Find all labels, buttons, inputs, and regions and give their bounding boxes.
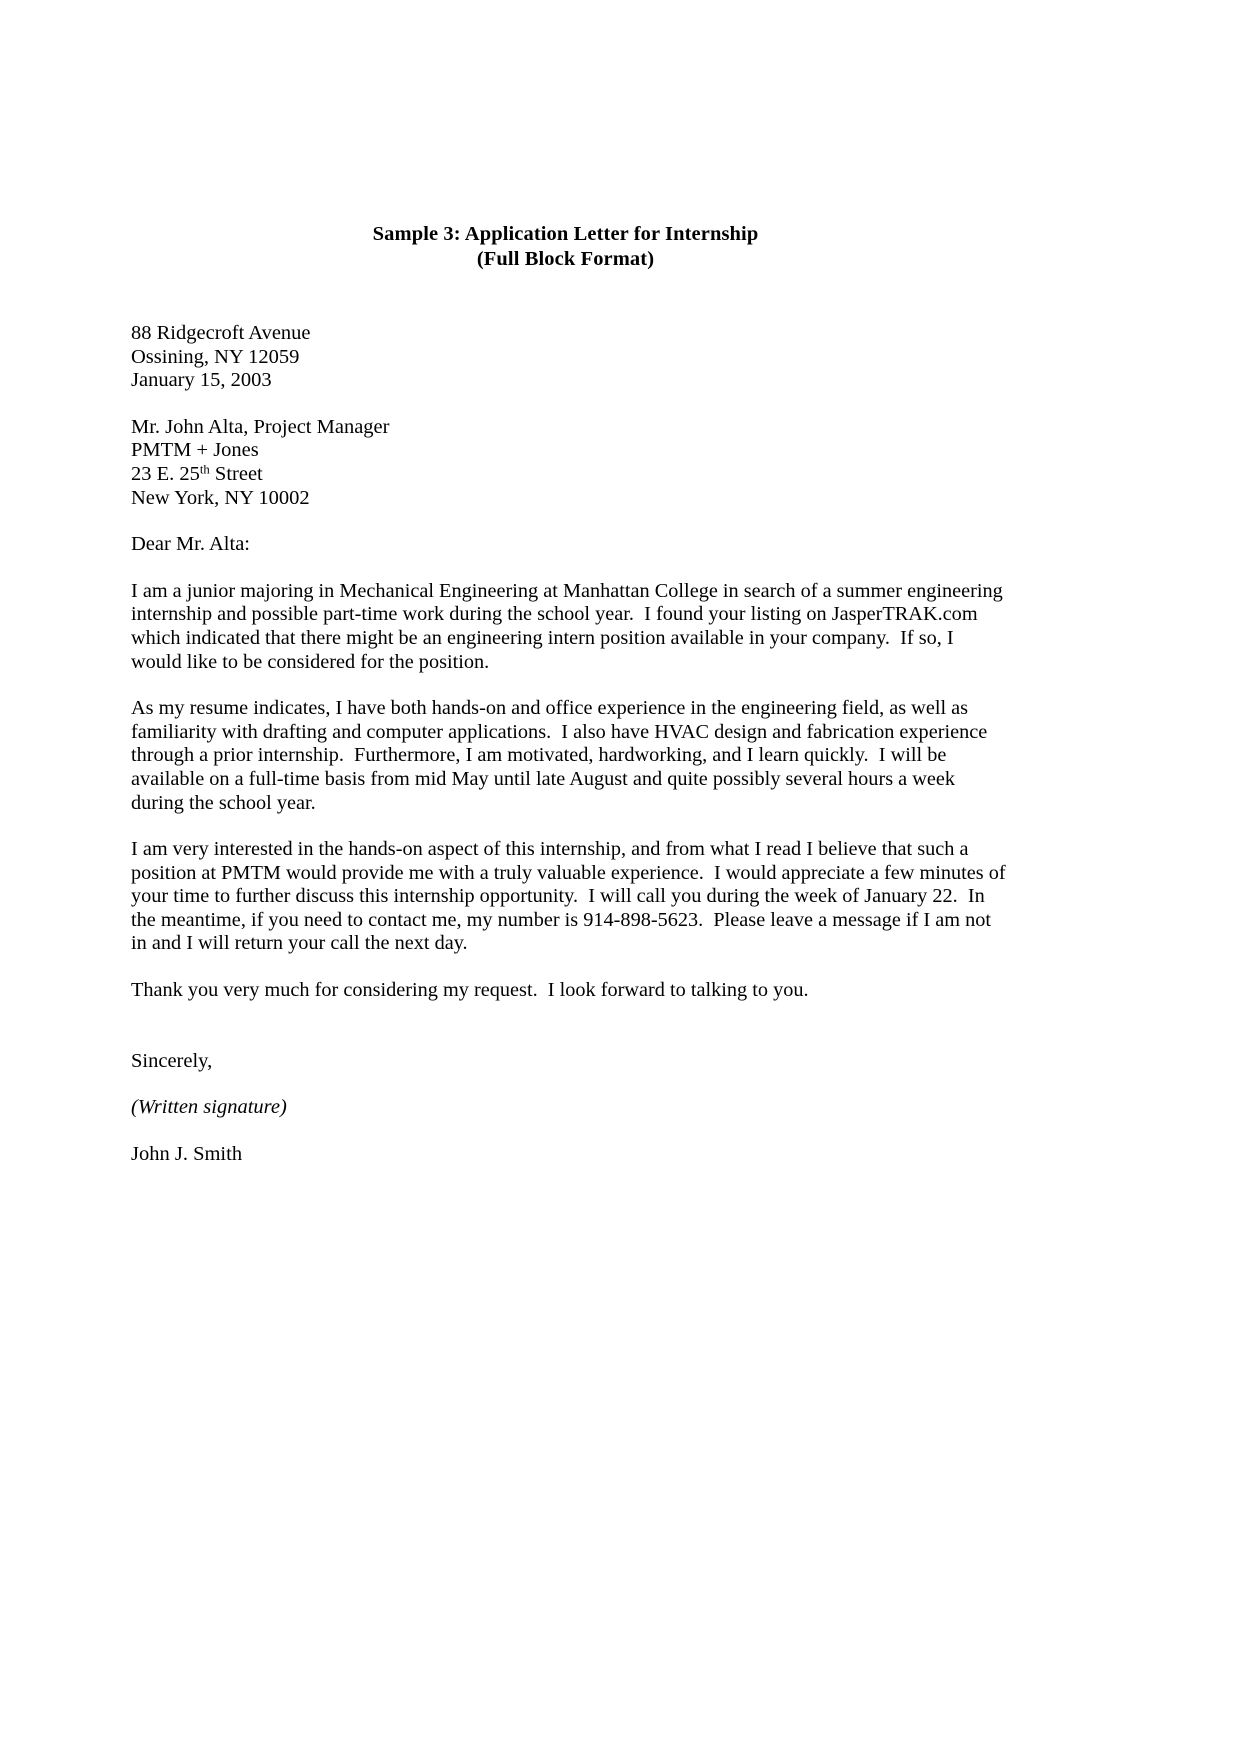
- return-address-city-state-zip: Ossining, NY 12059: [131, 345, 300, 368]
- body-paragraph-1: I am a junior majoring in Mechanical Engineering at Manhattan College in search of a summer engineering internship and possible part-time work during the school year. I found your listing on JasperTRAK.com which indicated that there might be an engineering intern position available in your company. If so, I would like to be considered for the position.: [131, 579, 1008, 673]
- document-title: [131, 222, 1006, 272]
- street-suffix: Street: [209, 462, 263, 485]
- title-line-1: Sample 3: Application Letter for Internship: [372, 223, 759, 245]
- return-address-street: 88 Ridgecroft Avenue: [131, 322, 311, 344]
- return-address-block: [131, 322, 1006, 393]
- body-paragraph-3: I am very interested in the hands-on aspect of this internship, and from what I read I believe that such a position at PMTM would provide me with a truly valuable experience. I would appreciate a few minutes of your time to further discuss this internship opportunity. I will call you during the week of January 22. In the meantime, if you need to contact me, my number is 914-898-5623. Please leave a message if I am not in and I will return your call the next day.: [131, 838, 1011, 955]
- written-signature-note: (Written signature): [131, 1096, 287, 1119]
- body-spacer-1: [131, 557, 1006, 580]
- body-spacer-3: [131, 815, 1006, 838]
- body-spacer-2: [131, 674, 1006, 697]
- salutation: [131, 533, 1006, 557]
- street-number: 23 E. 25: [131, 462, 200, 485]
- sender-name: John J. Smith: [131, 1142, 243, 1165]
- signature-spacer-2: [131, 1120, 1006, 1143]
- inside-address-block: [131, 416, 1006, 510]
- body-paragraph-2: As my resume indicates, I have both hands-on and office experience in the engineering field, as well as familiarity with drafting and computer applications. I also have HVAC design and fabrication experience through a prior internship. Furthermore, I am motivated, hardworking, and I learn quickly. I will be available on a full-time basis from mid May until late August and quite possibly several hours a week during the school year.: [131, 697, 993, 814]
- letter-date: January 15, 2003: [131, 369, 272, 392]
- title-line-2: (Full Block Format): [476, 248, 655, 270]
- street-ordinal-suffix: th: [199, 462, 210, 477]
- title-spacer: [131, 272, 1006, 322]
- closing-block: [131, 1050, 1006, 1074]
- signature-spacer-1: [131, 1073, 1006, 1096]
- closing-salutation: Sincerely,: [131, 1049, 213, 1072]
- salutation-line: Dear Mr. Alta:: [131, 533, 250, 556]
- recipient-city-state-zip: New York, NY 10002: [131, 486, 310, 509]
- address-spacer: [131, 393, 1006, 416]
- recipient-street: [131, 463, 1006, 487]
- recipient-company: PMTM + Jones: [131, 439, 259, 462]
- body-spacer-4: [131, 956, 1006, 979]
- sender-name-block: [131, 1143, 1006, 1167]
- recipient-name-title: Mr. John Alta, Project Manager: [131, 415, 390, 438]
- closing-spacer: [131, 1003, 1006, 1050]
- signature-placeholder-block: [131, 1096, 1006, 1120]
- letter-content: [131, 222, 1011, 1166]
- body-paragraph-4: Thank you very much for considering my request. I look forward to talking to you.: [131, 979, 809, 1002]
- salutation-spacer: [131, 510, 1006, 533]
